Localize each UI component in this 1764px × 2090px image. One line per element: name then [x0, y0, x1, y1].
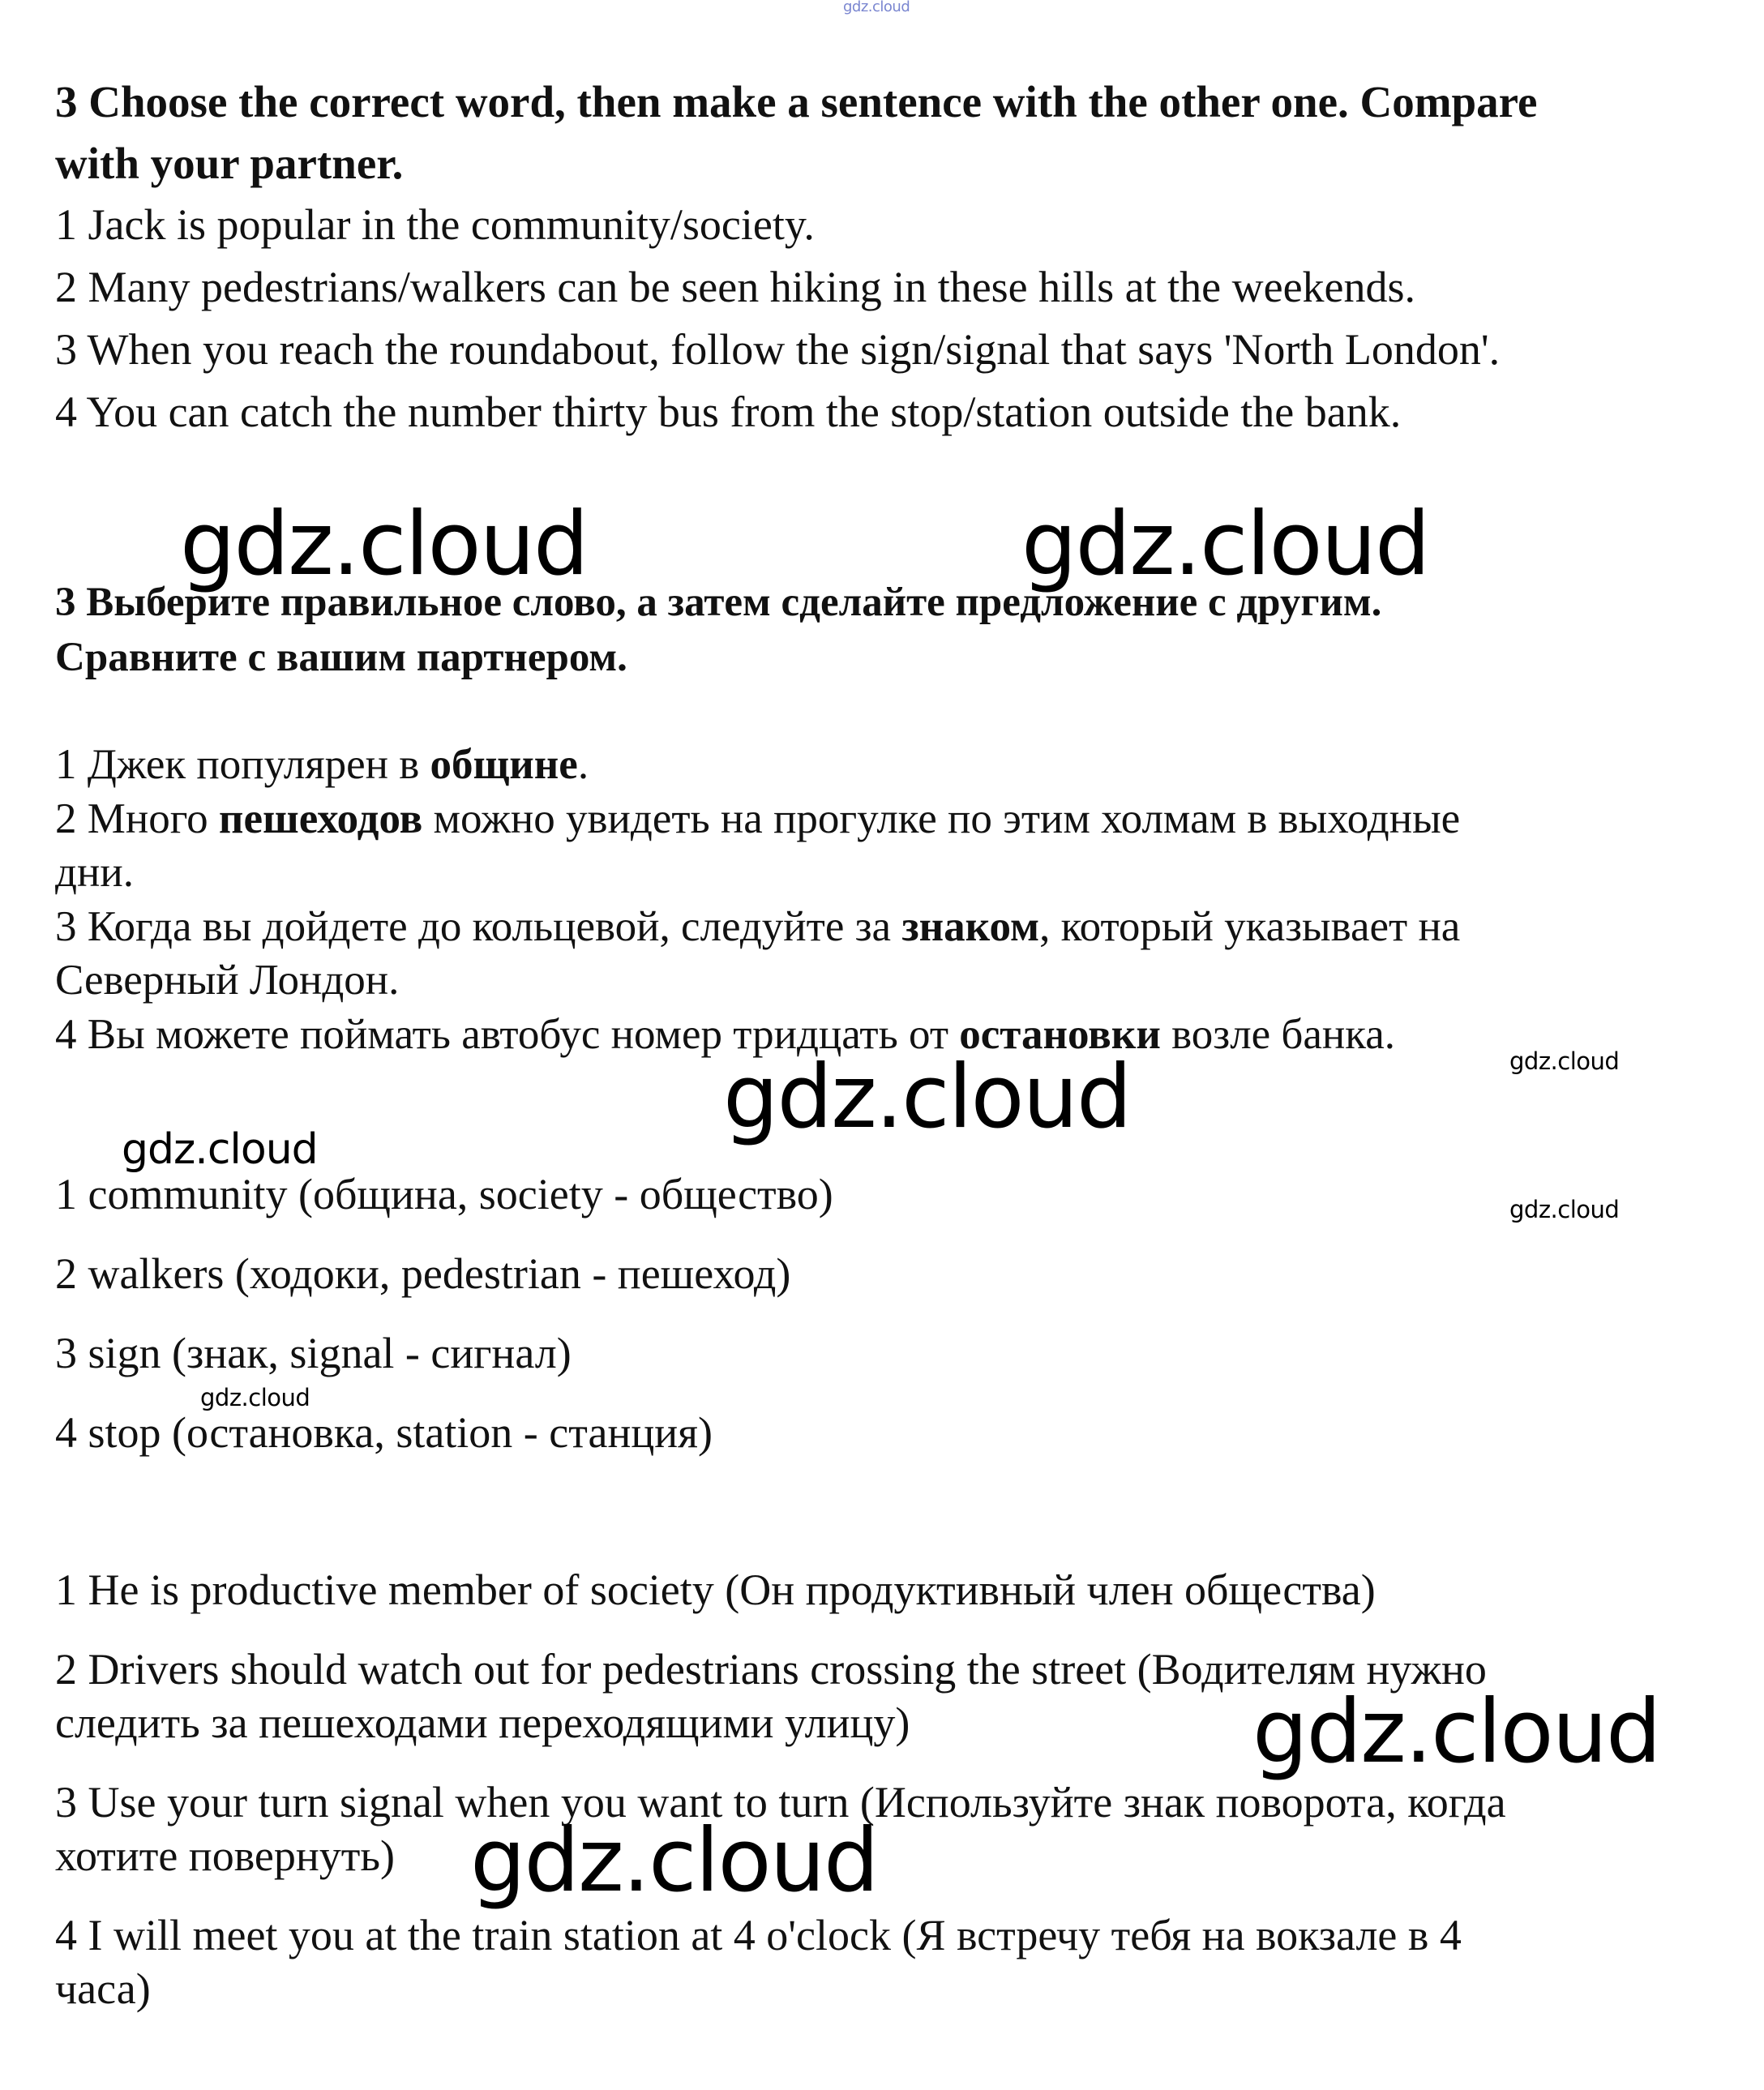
watermark: gdz.cloud [1509, 1047, 1620, 1075]
task-item-en: 3 When you reach the roundabout, follow the sign/signal that says 'North London'. [55, 325, 1501, 374]
sentence-item-cont: хотите повернуть) [55, 1831, 395, 1880]
text-segment: . [577, 741, 589, 788]
task-item-en: 2 Many pedestrians/walkers can be seen hiking in these hills at the weekends. [55, 263, 1416, 311]
watermark: gdz.cloud [200, 1384, 310, 1411]
watermark: gdz.cloud [1509, 1196, 1620, 1223]
task-heading-ru-line2: Сравните с вашим партнером. [55, 635, 627, 680]
watermark: gdz.cloud [723, 1047, 1131, 1148]
answer-item: 2 walkers (ходоки, pedestrian - пешеход) [55, 1249, 791, 1298]
text-segment: 2 Много [55, 795, 219, 842]
task-item-ru-3 [55, 900, 1460, 953]
task-heading-en-line1: 3 Choose the correct word, then make a sentence with the other one. Compare [55, 77, 1538, 126]
task-heading-en-line2: with your partner. [55, 139, 404, 188]
task-item-en: 1 Jack is popular in the community/society. [55, 200, 815, 249]
sentence-item: 2 Drivers should watch out for pedestrians crossing the street (Водителям нужно [55, 1645, 1487, 1694]
answer-highlight: остановки [959, 1011, 1161, 1058]
text-segment: , который указывает на [1039, 903, 1461, 950]
task-heading-ru-line1: 3 Выберите правильное слово, а затем сделайте предложение с другим. [55, 580, 1382, 625]
text-segment: 3 Когда вы дойдете до кольцевой, следуйте за [55, 903, 902, 950]
task-item-ru-1 [55, 738, 589, 791]
sentence-item: 1 He is productive member of society (Он продуктивный член общества) [55, 1565, 1376, 1614]
answer-highlight: знаком [901, 903, 1040, 950]
task-item-en: 4 You can catch the number thirty bus from the stop/station outside the bank. [55, 388, 1402, 436]
sentence-item-cont: часа) [55, 1964, 151, 2013]
watermark: gdz.cloud [1252, 1681, 1660, 1783]
task-item-ru-2-cont: дни. [55, 849, 134, 896]
answer-item: 1 community (община, society - общество) [55, 1170, 833, 1218]
watermark-top: gdz.cloud [843, 0, 910, 15]
task-item-ru-2 [55, 792, 1460, 846]
answer-highlight: общине [430, 741, 578, 788]
text-segment: возле банка. [1160, 1011, 1396, 1058]
sentence-item-cont: следить за пешеходами переходящими улицу) [55, 1698, 910, 1747]
answer-highlight: пешеходов [218, 795, 423, 842]
text-segment: 4 Вы можете поймать автобус номер тридцать от [55, 1011, 960, 1058]
text-segment: можно увидеть на прогулке по этим холмам в выходные [422, 795, 1461, 842]
text-segment: 1 Джек популярен в [55, 741, 430, 788]
watermark: gdz.cloud [122, 1125, 318, 1174]
watermark: gdz.cloud [180, 494, 588, 595]
sentence-item: 3 Use your turn signal when you want to turn (Используйте знак поворота, когда [55, 1778, 1506, 1827]
watermark: gdz.cloud [470, 1810, 878, 1912]
watermark: gdz.cloud [1021, 494, 1429, 595]
answer-item: 3 sign (знак, signal - сигнал) [55, 1329, 572, 1377]
sentence-item: 4 I will meet you at the train station at 4 o'clock (Я встречу тебя на вокзале в 4 [55, 1911, 1462, 1959]
answer-item: 4 stop (остановка, station - станция) [55, 1408, 713, 1457]
task-item-ru-3-cont: Северный Лондон. [55, 957, 400, 1004]
